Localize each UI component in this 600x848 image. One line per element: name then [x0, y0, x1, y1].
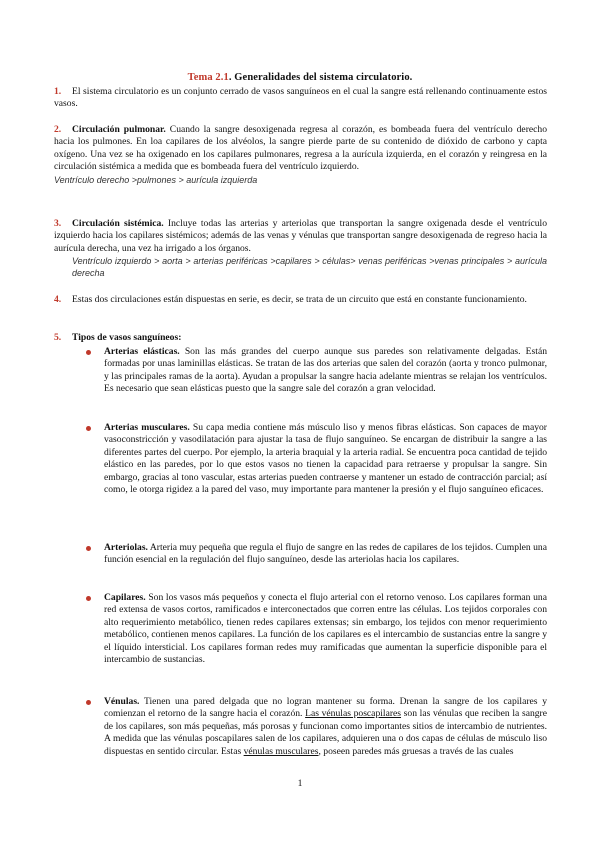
section-heading: Circulación sistémica. — [72, 218, 164, 229]
bullet-icon — [86, 426, 91, 431]
item-heading: Arterias musculares. — [104, 422, 190, 433]
section-heading: Circulación pulmonar. — [72, 124, 166, 135]
item-text: son las vénulas que reciben la sangre de los capilares, son más pequeñas, más porosas y funcionan como importantes sitios de intercambio de nutrientes. A medida que las vénulas poscapilares salen de los capilares, adquieren una o dos capas de células de músculo liso dispuestas en sentido circular. Estas — [104, 708, 548, 757]
underlined-term: vénulas musculares — [243, 745, 319, 757]
topic-title: . Generalidades del sistema circulatorio. — [228, 72, 413, 83]
bullet-icon — [86, 350, 91, 355]
section-1 — [54, 86, 547, 111]
topic-number: Tema 2.1 — [187, 72, 229, 83]
section-text: Incluye todas las arterias y arteriolas que transportan la sangre oxigenada desde el ventrículo izquierdo hacia los capilares sistémicos; además de las venas y vénulas que transportan sangre desoxigenada de regreso hacia la aurícula derecha, una vez ha irrigado a los órganos. — [54, 218, 548, 254]
bullet-icon — [86, 700, 91, 705]
section-text: Estas dos circulaciones están dispuestas en serie, es decir, se trata de un circuito que está en constante funcionamiento. — [72, 294, 527, 305]
section-4 — [54, 294, 547, 306]
section-text: El sistema circulatorio es un conjunto cerrado de vasos sanguíneos en el cual la sangre está rellenando continuamente estos vasos. — [54, 86, 547, 110]
section-number: 2. — [54, 124, 62, 135]
item-heading: Vénulas. — [104, 696, 140, 707]
bullet-icon — [86, 596, 91, 601]
item-text: Tienen una pared delgada que no logran mantener su forma. Drenan la sangre de los capilares y comienzan el retorno de la sangre hacia el corazón. — [104, 696, 547, 720]
list-item — [86, 696, 547, 758]
section-number: 5. — [54, 332, 62, 343]
flow-sequence: Ventrículo derecho >pulmones > aurícula izquierda — [54, 174, 258, 185]
flow-sequence: Ventrículo izquierdo > aorta > arterias periféricas >capilares > células> venas periféricas >venas principales > aurícula derecha — [72, 256, 547, 279]
list-item — [86, 542, 547, 567]
page-title — [0, 72, 600, 83]
item-text: Arteria muy pequeña que regula el flujo de sangre en las redes de capilares de los tejidos. Cumplen una función esencial en la regulación del flujo sanguíneo, desde las arteriolas hacia los capilares. — [104, 542, 547, 566]
item-heading: Arterias elásticas. — [104, 346, 180, 357]
section-number: 1. — [54, 86, 62, 97]
section-number: 3. — [54, 218, 62, 229]
section-number: 4. — [54, 294, 62, 305]
page-number: 1 — [297, 778, 303, 789]
list-item — [86, 346, 547, 396]
item-text: Son las más grandes del cuerpo aunque sus paredes son relativamente delgadas. Están formadas por unas laminillas elásticas. Se tratan de las dos arterias que salen del corazón (aorta y tronco pulmonar, y las principales ramas de la aorta). Ayudan a propulsar la sangre hacia adelante mientras se relajan los ventrículos. Es necesario que sean elásticas puesto que la sangre sale del corazón a gran velocidad. — [104, 346, 547, 395]
item-heading: Arteriolas. — [104, 542, 148, 553]
item-heading: Capilares. — [104, 592, 146, 603]
item-text: Son los vasos más pequeños y conecta el flujo arterial con el retorno venoso. Los capilares forman una red extensa de vasos cortos, ramificados e interconectados que corren entre las células. Los tejidos corporales con alto requerimiento metabólico, tienen redes capilares extensas; sin embargo, los tejidos con menor requerimiento metabólico, contienen menos capilares. La función de los capilares es el intercambio de sustancias entre la sangre y el líquido intersticial. Los capilares forman redes muy ramificadas que aumentan la superficie disponible para el intercambio de sustancias. — [104, 592, 548, 666]
underlined-term: Las vénulas poscapilares — [305, 708, 402, 720]
section-text: Cuando la sangre desoxigenada regresa al corazón, es bombeada fuera del ventrículo derecho hacia los pulmones. En loa capilares de los alvéolos, la sangre pierde parte de su contenido de dióxido de carbono y capta oxígeno. Una vez se ha oxigenado en los capilares pulmonares, regresa a la aurícula izquierda, en el corazón y reingresa en la circulación sistémica a medida que es bombeada fuera del ventrículo izquierdo. — [54, 124, 547, 173]
item-text: Su capa media contiene más músculo liso y menos fibras elásticas. Son capaces de mayor vasoconstricción y vasodilatación para ajustar la tasa de flujo sanguíneo. Se encargan de distribuir la sangre a las diferentes partes del cuerpo. Por ejemplo, la arteria braquial y la arteria radial. Se encuentra poca cantidad de tejido elástico en las paredes, por lo que estos vasos no tienen la capacidad para retraerse y propulsar la sangre. Sin embargo, gracias al tono vascular, estas arterias pueden contraerse y mantener un estado de contracción parcial; así como, le otorga rigidez a la pared del vaso, muy importante para mantener la presión y el flujo sanguíneo eficaces. — [104, 422, 547, 496]
item-text: , poseen paredes más gruesas a través de las cuales — [318, 745, 514, 757]
list-item — [86, 592, 547, 666]
bullet-icon — [86, 546, 91, 551]
section-2 — [54, 124, 547, 186]
list-item — [86, 422, 547, 496]
section-heading: Tipos de vasos sanguíneos: — [72, 332, 182, 343]
section-5 — [54, 332, 547, 344]
section-3 — [54, 218, 547, 279]
